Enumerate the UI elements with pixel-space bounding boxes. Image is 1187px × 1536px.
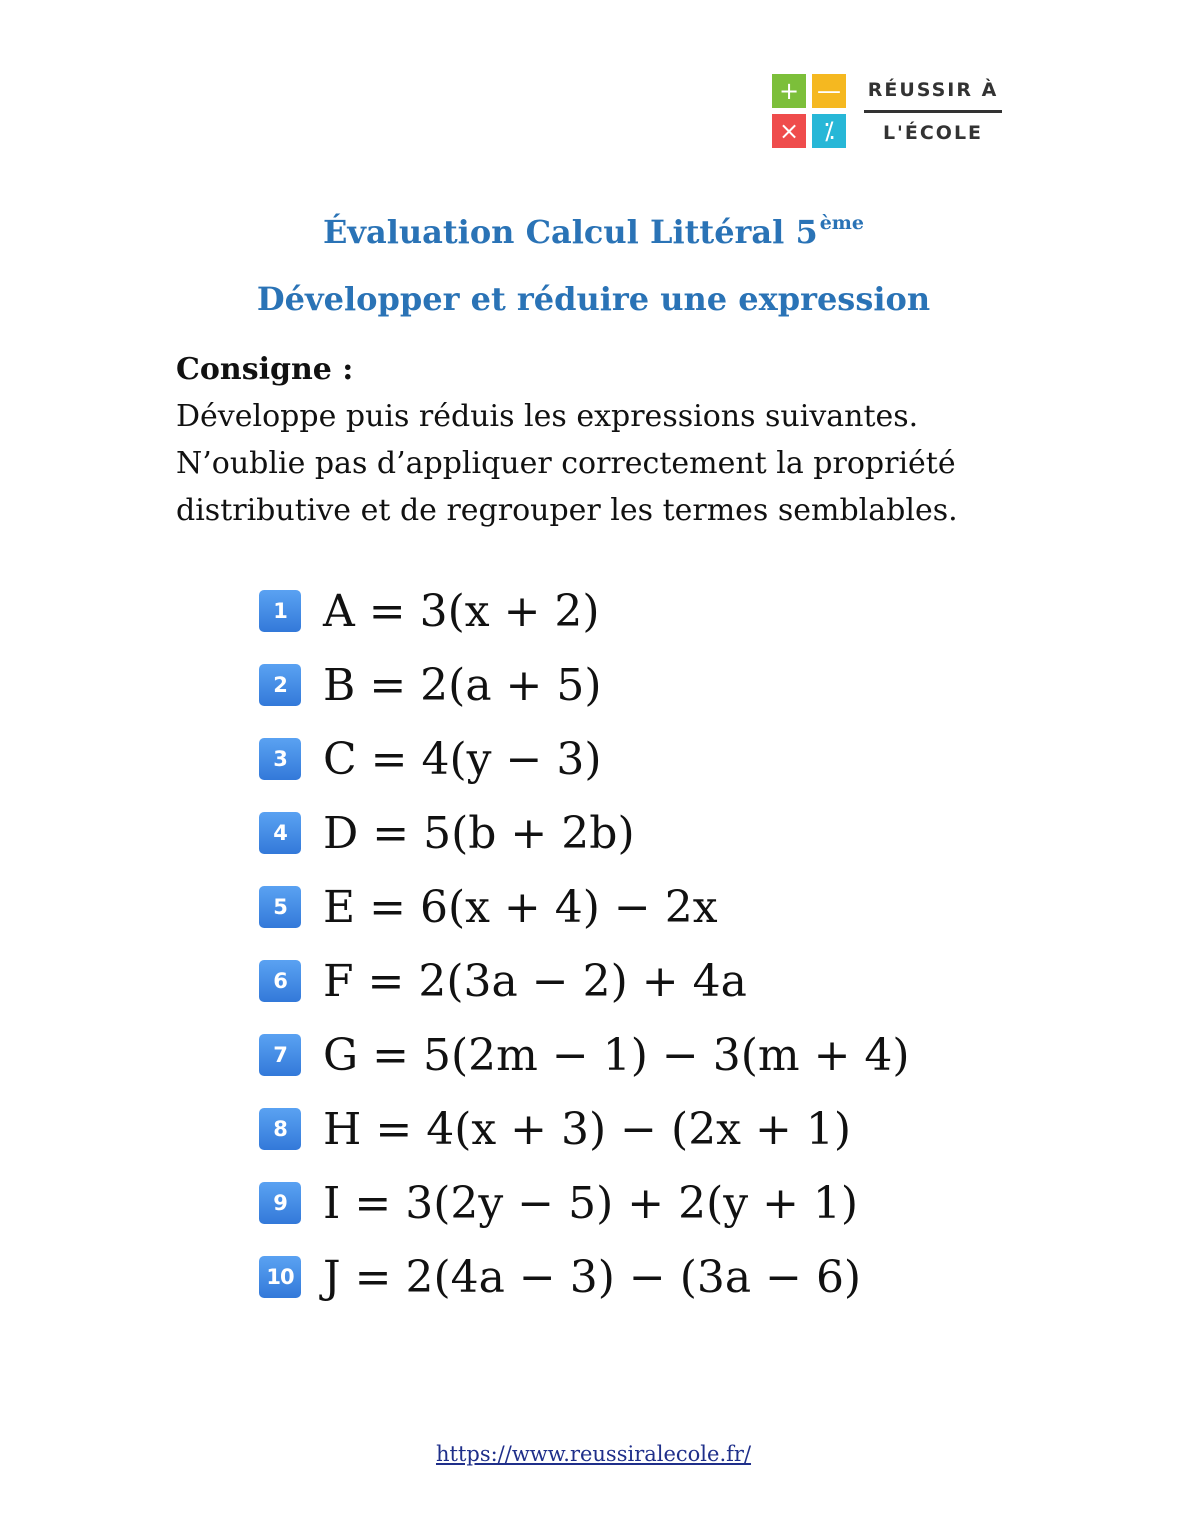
exercise-item [259,574,1019,648]
logo-text-bottom: L'ÉCOLE [882,122,984,144]
exercise-formula: E = 6(x + 4) − 2x [323,881,718,933]
number-badge: 7 [259,1034,301,1076]
logo-text-top: RÉUSSIR À [867,79,999,101]
exercise-formula: B = 2(a + 5) [323,659,602,711]
exercise-formula: A = 3(x + 2) [323,585,600,637]
exercise-formula: D = 5(b + 2b) [323,807,635,859]
exercise-formula: G = 5(2m − 1) − 3(m + 4) [323,1029,910,1081]
instructions-label: Consigne : [176,352,354,387]
exercise-item [259,1166,1019,1240]
exercise-formula: J = 2(4a − 3) − (3a − 6) [323,1251,862,1303]
number-badge: 10 [259,1256,301,1298]
page-subtitle: Développer et réduire une expression [256,280,931,318]
percent-icon: ⁒ [812,114,846,148]
logo-divider [864,110,1002,113]
exercise-item [259,1092,1019,1166]
page-title-text: Évaluation Calcul Littéral 5 [323,213,818,251]
exercise-item [259,944,1019,1018]
page-title-superscript: ème [819,212,864,234]
exercise-item [259,1018,1019,1092]
exercise-item [259,1240,1019,1314]
exercise-formula: C = 4(y − 3) [323,733,602,785]
number-badge: 5 [259,886,301,928]
instructions-block [176,346,1036,534]
number-badge: 6 [259,960,301,1002]
instructions-line: distributive et de regrouper les termes semblables. [176,493,958,528]
multiply-icon: × [772,114,806,148]
minus-icon: — [812,74,846,108]
number-badge: 9 [259,1182,301,1224]
exercise-item [259,870,1019,944]
instructions-line: Développe puis réduis les expressions suivantes. [176,399,919,434]
plus-icon: + [772,74,806,108]
number-badge: 1 [259,590,301,632]
website-link[interactable]: https://www.reussiralecole.fr/ [435,1442,752,1466]
exercise-item [259,796,1019,870]
exercise-formula: H = 4(x + 3) − (2x + 1) [323,1103,851,1155]
exercise-item [259,648,1019,722]
exercise-list [259,574,1019,1314]
page-title [0,212,1187,251]
number-badge: 3 [259,738,301,780]
number-badge: 8 [259,1108,301,1150]
instructions-line: N’oublie pas d’appliquer correctement la propriété [176,446,956,481]
logo-icon-grid [772,74,848,150]
exercise-formula: F = 2(3a − 2) + 4a [323,955,747,1007]
exercise-item [259,722,1019,796]
exercise-formula: I = 3(2y − 5) + 2(y + 1) [323,1177,859,1229]
number-badge: 4 [259,812,301,854]
number-badge: 2 [259,664,301,706]
brand-logo [772,74,1012,150]
